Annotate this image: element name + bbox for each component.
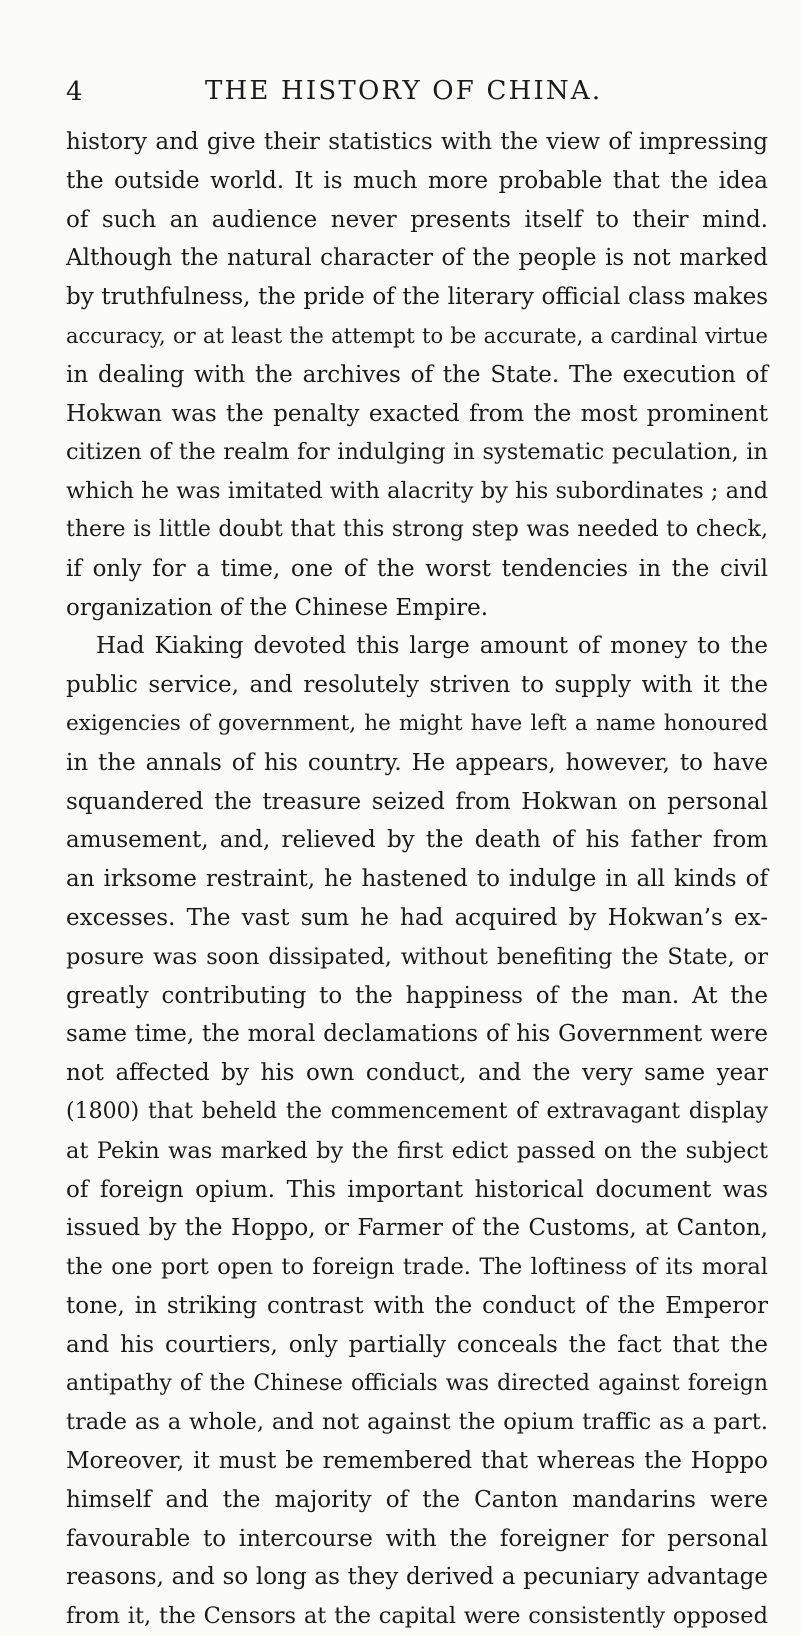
text-line: tone, in striking contrast with the conduct of the Emperor xyxy=(66,1292,768,1319)
text-line: posure was soon dissipated, without benefiting the State, or xyxy=(66,943,768,970)
text-line: there is little doubt that this strong step was needed to check, xyxy=(66,516,768,542)
text-line: citizen of the realm for indulging in systematic peculation, in xyxy=(66,439,768,466)
text-line: issued by the Hoppo, or Farmer of the Customs, at Canton, xyxy=(66,1215,768,1242)
text-line: exigencies of government, he might have left a name honoured xyxy=(66,710,768,736)
text-line: not affected by his own conduct, and the very same year xyxy=(66,1060,768,1087)
text-line: the outside world. It is much more probable that the idea xyxy=(66,167,768,194)
text-line: excesses. The vast sum he had acquired by Hokwan’s ex- xyxy=(66,904,768,931)
text-line: from it, the Censors at the capital were consistently opposed xyxy=(66,1603,768,1630)
text-line: organization of the Chinese Empire. xyxy=(66,594,489,621)
text-line: history and give their statistics with the view of impressing xyxy=(66,129,768,155)
text-line: himself and the majority of the Canton mandarins were xyxy=(66,1486,768,1513)
text-line: if only for a time, one of the worst tendencies in the civil xyxy=(66,555,768,582)
text-line: and his courtiers, only partially conceals the fact that the xyxy=(66,1331,768,1358)
text-line: Had Kiaking devoted this large amount of money to the xyxy=(96,633,768,660)
text-line: which he was imitated with alacrity by his subordinates ; and xyxy=(66,478,768,505)
text-line: of such an audience never presents itself to their mind. xyxy=(66,206,768,233)
text-line: same time, the moral declamations of his Government were xyxy=(66,1021,768,1048)
text-line: by truthfulness, the pride of the literary official class makes xyxy=(66,284,768,311)
text-line: favourable to intercourse with the foreigner for personal xyxy=(66,1525,768,1552)
text-line: public service, and resolutely striven to supply with it the xyxy=(66,672,768,699)
text-line: (1800) that beheld the commencement of extravagant display xyxy=(66,1098,768,1124)
text-line: trade as a whole, and not against the opium traffic as a part. xyxy=(66,1409,768,1436)
running-title: THE HISTORY OF CHINA. xyxy=(205,76,603,106)
text-line: Although the natural character of the people is not marked xyxy=(66,245,768,272)
text-line: in the annals of his country. He appears, however, to have xyxy=(66,749,768,776)
text-line: amusement, and, relieved by the death of his father from xyxy=(66,827,768,854)
text-line: antipathy of the Chinese officials was directed against foreign xyxy=(66,1370,768,1396)
text-line: Moreover, it must be remembered that whereas the Hoppo xyxy=(66,1448,768,1475)
text-line: accuracy, or at least the attempt to be accurate, a cardinal virtue xyxy=(66,323,768,348)
text-line: squandered the treasure seized from Hokwan on personal xyxy=(66,788,768,815)
text-line: reasons, and so long as they derived a pecuniary advantage xyxy=(66,1564,768,1591)
text-line: of foreign opium. This important historical document was xyxy=(66,1176,768,1203)
text-line: in dealing with the archives of the State. The execution of xyxy=(66,361,768,388)
text-line: greatly contributing to the happiness of the man. At the xyxy=(66,982,768,1009)
text-line: the one port open to foreign trade. The loftiness of its moral xyxy=(66,1254,768,1281)
body-text xyxy=(66,123,768,1636)
text-line: Hokwan was the penalty exacted from the most prominent xyxy=(66,400,768,427)
text-line: an irksome restraint, he hastened to indulge in all kinds of xyxy=(66,866,768,893)
page-number: 4 xyxy=(66,77,83,107)
text-line: at Pekin was marked by the first edict passed on the subject xyxy=(66,1137,768,1164)
